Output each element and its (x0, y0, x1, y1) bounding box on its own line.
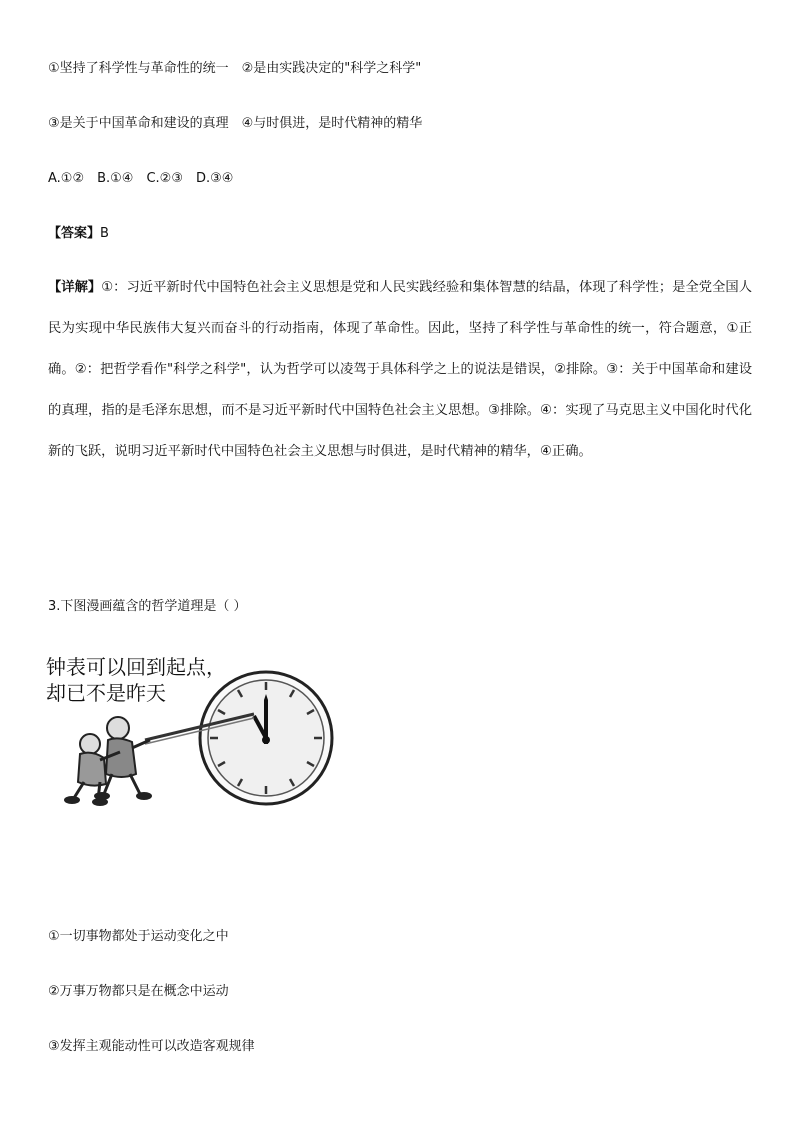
detail-text: ①：习近平新时代中国特色社会主义思想是党和人民实践经验和集体智慧的结晶，体现了科学性；是全党全国人民为实现中华民族伟大复兴而奋斗的行动指南，体现了革命性。因此，坚持了科学性与革命性的统一，符合题意，①正确。②：把哲学看作"科学之科学"，认为哲学可以凌驾于具体科学之上的说法是错误，②排除。③：关于中国革命和建设的真理，指的是毛泽东思想，而不是习近平新时代中国特色社会主义思想。③排除。④：实现了马克思主义中国化时代化新的飞跃，说明习近平新时代中国特色社会主义思想与时俱进，是时代精神的精华，④正确。 (48, 280, 753, 459)
clock-icon (200, 672, 332, 804)
detail-label: 【详解】 (48, 280, 102, 295)
cartoon-caption-line2: 却已不是昨天 (46, 681, 166, 705)
question-3-option-3: ③发挥主观能动性可以改造客观规律 (48, 1039, 255, 1054)
answer-value: B (100, 226, 109, 241)
answer-label: 【答案】 (48, 226, 101, 241)
cartoon-drawing (40, 648, 340, 818)
detail-paragraph (48, 267, 752, 472)
question-3-option-1: ①一切事物都处于运动变化之中 (48, 929, 229, 944)
cartoon-caption-line1: 钟表可以回到起点， (46, 655, 226, 679)
question-2-options-3-4: ③是关于中国革命和建设的真理 ④与时俱进，是时代精神的精华 (48, 116, 423, 131)
answer-line (48, 225, 109, 243)
clock-cartoon-image (40, 648, 340, 818)
question-2-options-1-2: ①坚持了科学性与革命性的统一 ②是由实践决定的"科学之科学" (48, 61, 422, 76)
question-3-stem: 3.下图漫画蕴含的哲学道理是（ ） (48, 599, 247, 614)
question-2-choices: A.①② B.①④ C.②③ D.③④ (48, 171, 234, 186)
question-3-option-2: ②万事万物都只是在概念中运动 (48, 984, 229, 999)
